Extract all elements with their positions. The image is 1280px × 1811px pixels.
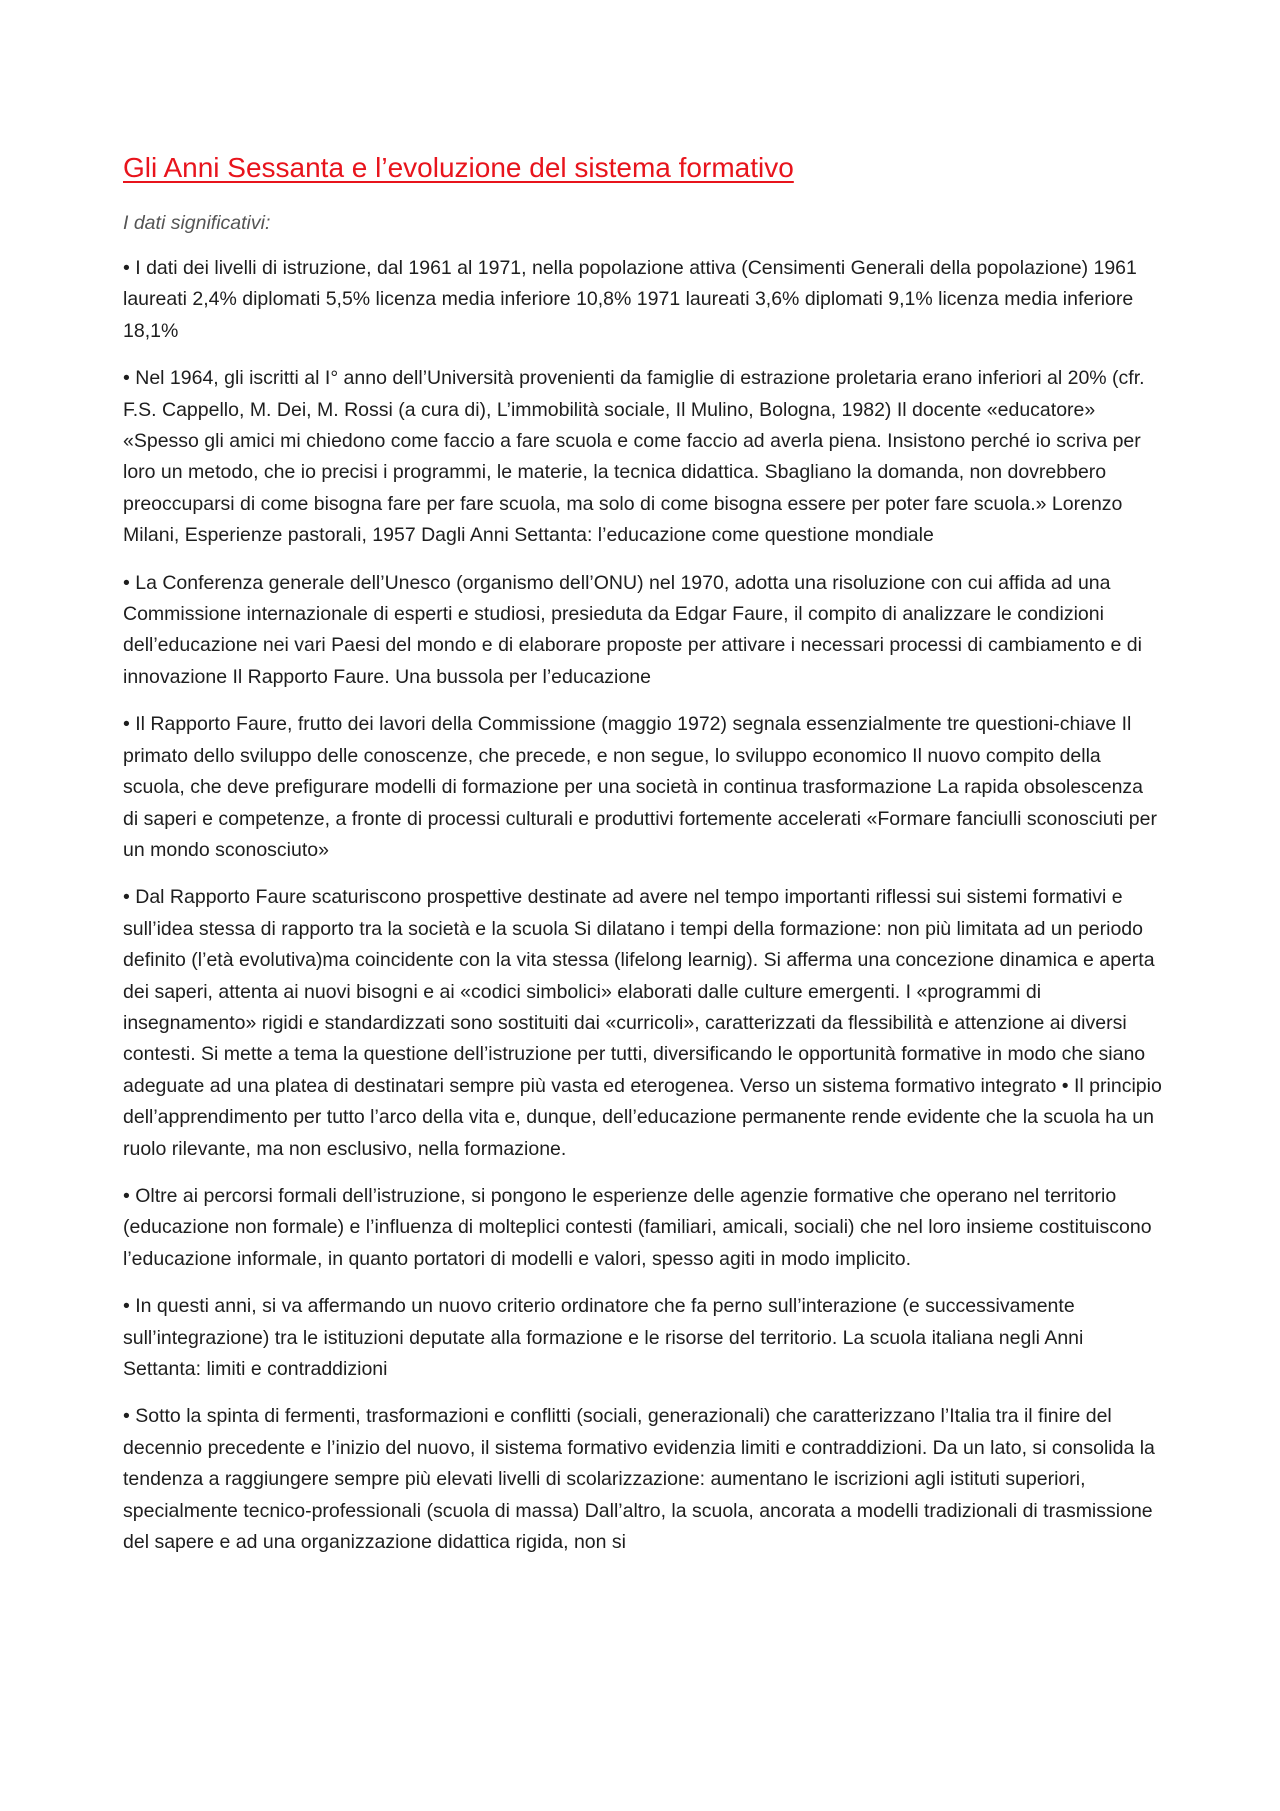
paragraph-7: • In questi anni, si va affermando un nuovo criterio ordinatore che fa perno sull’interazione (e successivamente sull’integrazione) tra le istituzioni deputate alla formazione e le risorse del territorio. La scuola italiana negli Anni Settanta: limiti e contraddizioni [123,1295,1084,1380]
document-subtitle: I dati significativi: [123,212,271,234]
paragraph-5: • Dal Rapporto Faure scaturiscono prospettive destinate ad avere nel tempo importanti riflessi sui sistemi formativi e sull’idea stessa di rapporto tra la società e la scuola Si dilatano i tempi della formazione: non più limitata ad un periodo definito (l’età evolutiva)ma coincidente con la vita stessa (lifelong learnig). Si afferma una concezione dinamica e aperta dei saperi, attenta ai nuovi bisogni e ai «codici simbolici» elaborati dalle culture emergenti. I «programmi di insegnamento» rigidi e standardizzati sono sostituiti dai «curricoli», caratterizzati da flessibilità e attenzione ai diversi contesti. Si mette a tema la questione dell’istruzione per tutti, diversificando le opportunità formative in modo che siano adeguate ad una platea di destinatari sempre più vasta ed eterogenea. Verso un sistema formativo integrato • Il principio dell’apprendimento per tutto l’arco della vita e, dunque, dell’educazione permanente rende evidente che la scuola ha un ruolo rilevante, ma non esclusivo, nella formazione. [123,886,1162,1160]
paragraph-3: • La Conferenza generale dell’Unesco (organismo dell’ONU) nel 1970, adotta una risoluzione con cui affida ad una Commissione internazionale di esperti e studiosi, presieduta da Edgar Faure, il compito di analizzare le condizioni dell’educazione nei vari Paesi del mondo e di elaborare proposte per attivare i necessari processi di cambiamento e di innovazione Il Rapporto Faure. Una bussola per l’educazione [123,571,1142,688]
document-title: Gli Anni Sessanta e l’evoluzione del sistema formativo [123,152,794,183]
paragraph-1: • I dati dei livelli di istruzione, dal 1961 al 1971, nella popolazione attiva (Censimenti Generali della popolazione) 1961 laureati 2,4% diplomati 5,5% licenza media inferiore 10,8% 1971 laureati 3,6% diplomati 9,1% licenza media inferiore 18,1% [123,257,1137,342]
paragraph-2: • Nel 1964, gli iscritti al I° anno dell’Università provenienti da famiglie di estrazione proletaria erano inferiori al 20% (cfr. F.S. Cappello, M. Dei, M. Rossi (a cura di), L’immobilità sociale, Il Mulino, Bologna, 1982) Il docente «educatore» «Spesso gli amici mi chiedono come faccio a fare scuola e come faccio ad averla piena. Insistono perché io scriva per loro un metodo, che io precisi i programmi, le materie, la tecnica didattica. Sbagliano la domanda, non dovrebbero preoccuparsi di come bisogna fare per fare scuola, ma solo di come bisogna essere per poter fare scuola.» Lorenzo Milani, Esperienze pastorali, 1957 Dagli Anni Settanta: l’educazione come questione mondiale [123,367,1145,547]
paragraph-4: • Il Rapporto Faure, frutto dei lavori della Commissione (maggio 1972) segnala essenzialmente tre questioni-chiave Il primato dello sviluppo delle conoscenze, che precede, e non segue, lo sviluppo economico Il nuovo compito della scuola, che deve prefigurare modelli di formazione per una società in continua trasformazione La rapida obsolescenza di saperi e competenze, a fronte di processi culturali e produttivi fortemente accelerati «Formare fanciulli sconosciuti per un mondo sconosciuto» [123,713,1157,861]
paragraph-6: • Oltre ai percorsi formali dell’istruzione, si pongono le esperienze delle agenzie formative che operano nel territorio (educazione non formale) e l’influenza di molteplici contesti (familiari, amicali, sociali) che nel loro insieme costituiscono l’educazione informale, in quanto portatori di modelli e valori, spesso agiti in modo implicito. [123,1184,1152,1270]
document-page [123,150,1163,1574]
paragraph-8: • Sotto la spinta di fermenti, trasformazioni e conflitti (sociali, generazionali) che caratterizzano l’Italia tra il finire del decennio precedente e l’inizio del nuovo, il sistema formativo evidenzia limiti e contraddizioni. Da un lato, si consolida la tendenza a raggiungere sempre più elevati livelli di scolarizzazione: aumentano le iscrizioni agli istituti superiori, specialmente tecnico-professionali (scuola di massa) Dall’altro, la scuola, ancorata a modelli tradizionali di trasmissione del sapere e ad una organizzazione didattica rigida, non si [123,1405,1155,1554]
